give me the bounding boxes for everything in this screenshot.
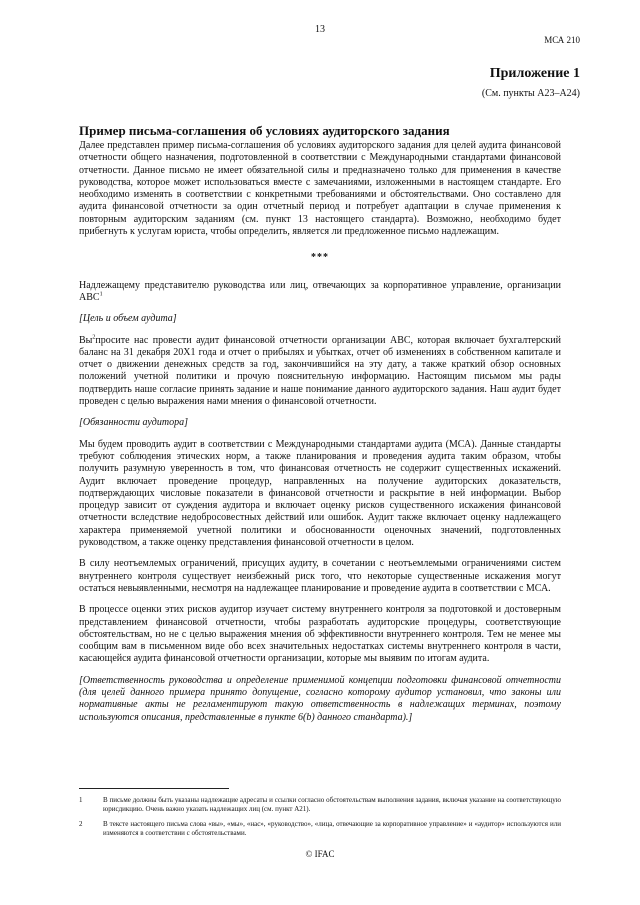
auditor-paragraph-3: В процессе оценки этих рисков аудитор изучает систему внутреннего контроля за подготовкой и достоверным представлением финансовой отчетности, чтобы разработать аудиторские процедуры, соответствующие обстоятельствам, но не с целью выражения мнения об эффективности внутреннего контроля. Тем не менее мы сообщим вам в письменном виде обо всех значительных недостатках системы внутреннего контроля в части, касающейся аудита финансовой отчетности организации, которые мы выявим по итогам аудита. [79,604,561,665]
footnote-number: 1 [79,796,83,804]
scope-text: просите нас провести аудит финансовой отчетности организации АВС, которая включает бухгалтерский баланс на 31 декабря 20Х1 года и отчет о прибылях и убытках, отчет об изменениях в собственном капитале и отчет о движении денежных средств за год, закончившийся на эту дату, а также краткий обзор основных положений учетной политики и прочую пояснительную информацию. Настоящим письмом мы рады подтвердить наше согласие принять задание и наше понимание данного аудиторского задания. Наш аудит будет проведен с целью выражения нами мнения о финансовой отчетности. [79,334,561,408]
footnote-divider [79,788,229,789]
auditor-paragraph-1: Мы будем проводить аудит в соответствии с Международными стандартами аудита (МСА). Данные стандарты требуют соблюдения этических норм, а также планирования и проведения аудита таким образом, чтобы получить разумную уверенность в том, что финансовая отчетность не содержит существенных искажений. Аудит включает проведение процедур, направленных на получение аудиторских доказательств, подтверждающих числовые показатели в финансовой отчетности и раскрытие в ней информации. Выбор процедур зависит от суждения аудитора и включает оценку рисков существенного искажения финансовой отчетности вследствие недобросовестных действий или ошибок. Аудит также включает оценку надлежащего характера применяемой учетной политики и обоснованности оценочных значений, подготовленных руководством, а также оценку представления финансовой отчетности в целом. [79,438,561,549]
footnotes [79,796,561,844]
footnote-item [79,796,561,814]
page-number: 13 [315,24,325,35]
page-title: Пример письма-соглашения об условиях аудиторского задания [79,123,450,138]
footnote-ref-1[interactable]: 1 [99,291,103,298]
footnote-text: В тексте настоящего письма слова «вы», «мы», «нас», «руководство», «лица, отвечающие за корпоративное управление» и «аудитор» используются или изменяются в соответствии с обстоятельствами. [103,820,561,837]
intro-paragraph: Далее представлен пример письма-соглашения об условиях аудиторского задания для целей аудита финансовой отчетности общего назначения, подготовленной в соответствии с Международными стандартами финансовой отчетности. Данное письмо не имеет обязательной силы и предназначено только для применения в качестве руководства, которое может использоваться вместе с замечаниями, изложенными в настоящем стандарте. Его необходимо изменять в соответствии с конкретными требованиями и обстоятельствами. Оно составлено для аудита финансовой отчетности за один отчетный период и потребует адаптации в случае применения к повторным аудиторским заданиям (см. пункт 13 настоящего стандарта). Возможно, необходимо будет прибегнуть к услугам юриста, чтобы определить, является ли предложенное письмо надлежащим. [79,140,561,238]
document-code: МСА 210 [544,35,580,45]
auditor-paragraph-2: В силу неотъемлемых ограничений, присущих аудиту, в сочетании с неотъемлемыми ограничениями систем внутреннего контроля существует неизбежный риск того, что некоторые существенные искажения могут остаться невыявленными, несмотря на надлежащее планирование и проведение аудита в соответствии с МСА. [79,558,561,594]
addressee-line [79,280,561,305]
footnote-number: 2 [79,820,83,828]
footnote-ref-2[interactable]: 2 [92,334,96,341]
section-heading-scope: [Цель и объем аудита] [79,313,177,325]
scope-paragraph [79,335,561,409]
copyright-notice: © IFAC [305,849,335,859]
footnote-item [79,820,561,838]
section-heading-auditor: [Обязанности аудитора] [79,417,188,429]
appendix-reference: (См. пункты A23–A24) [481,88,580,99]
footnote-text: В письме должны быть указаны надлежащие адресаты и ссылки согласно обстоятельствам выполнения задания, включая указание на соответствующую юрисдикцию. Очень важно указать надлежащих лиц (см. пункт A21). [103,796,561,813]
appendix-title: Приложение 1 [489,66,580,81]
section-separator: *** [311,252,329,264]
addressee-text: Надлежащему представителю руководства или лиц, отвечающих за корпоративное управление, организации АВС [79,279,561,303]
document-body [79,140,561,733]
management-responsibility-note: [Ответственность руководства и определение применимой концепции подготовки финансовой отчетности (для целей данного примера принято допущение, согласно которому аудитор установил, что законы или нормативные акты не регламентируют такую ответственность в надлежащих терминах, поэтому используются описания, представленные в пункте 6(b) данного стандарта).] [79,674,561,723]
scope-lead: Вы [79,334,93,346]
